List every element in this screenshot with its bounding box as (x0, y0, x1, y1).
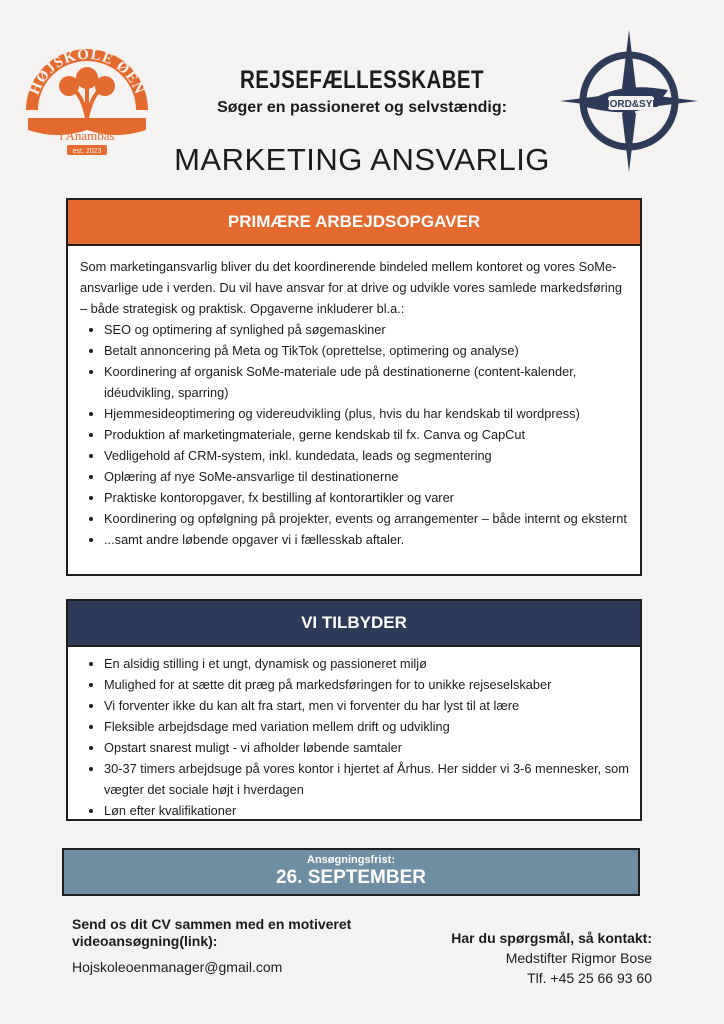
list-item: • Fleksible arbejdsdage med variation mellem drift og udvikling (104, 716, 632, 737)
list-item: • En alsidig stilling i et ungt, dynamisk og passioneret miljø (104, 653, 632, 674)
apply-instructions: Send os dit CV sammen med en motiveret videoansøgning(link): (72, 916, 352, 949)
list-item: • Mulighed for at sætte dit præg på markedsføringen for to unikke rejseselskaber (104, 674, 632, 695)
hojskole-logo-est: est. 2023 (72, 148, 102, 155)
contact-question: Har du spørgsmål, så kontakt: (451, 930, 652, 946)
list-item: • Vedligehold af CRM-system, inkl. kundedata, leads og segmentering (104, 445, 632, 466)
tasks-list (68, 319, 640, 550)
seeking-subtitle: Søger en passioneret og selvstændig: (217, 99, 507, 116)
tasks-intro: Som marketingansvarlig bliver du det koordinerende bindeled mellem kontoret og vores SoMe-ansvarlige ude i verden. Du vil have ansvar for at drive og udvikle vores samlede markedsføring – både strategisk og praktisk. Opgaverne inkluderer bl.a.: (80, 259, 622, 316)
job-title: MARKETING ANSVARLIG (174, 142, 550, 177)
list-item: • Hjemmesideoptimering og videreudvikling (plus, hvis du har kendskab til wordpress) (104, 403, 632, 424)
list-item: • Oplæring af nye SoMe-ansvarlige til destinationerne (104, 466, 632, 487)
hojskole-logo-name: HØJSKOLE ØEN (26, 46, 148, 98)
list-item: • Opstart snarest muligt - vi afholder løbende samtaler (104, 737, 632, 758)
apply-email[interactable]: Hojskoleoenmanager@gmail.com (72, 959, 283, 975)
list-item: • Produktion af marketingmateriale, gerne kendskab til fx. Canva og CapCut (104, 424, 632, 445)
list-item: • Løn efter kvalifikationer (104, 800, 632, 821)
list-item: • SEO og optimering af synlighed på søgemaskiner (104, 319, 632, 340)
nord-syd-logo-name: NORD&SYD (602, 99, 660, 110)
offer-list (68, 647, 640, 821)
list-item: • Betalt annoncering på Meta og TikTok (oprettelse, optimering og analyse) (104, 340, 632, 361)
contact-person: Medstifter Rigmor Bose (505, 950, 652, 966)
list-item: • Koordinering af organisk SoMe-materiale ude på destinationerne (content-kalender, idéudvikling, sparring) (104, 361, 632, 403)
list-item: • Praktiske kontoropgaver, fx bestilling af kontorartikler og varer (104, 487, 632, 508)
tasks-section-title: PRIMÆRE ARBEJDSOPGAVER (68, 200, 640, 246)
deadline-date: 26. SEPTEMBER (276, 867, 426, 888)
list-item: • Koordinering og opfølgning på projekter, events og arrangementer – både internt og eksternt (104, 508, 632, 529)
contact-block (451, 928, 652, 988)
deadline-banner (62, 848, 640, 896)
contact-phone[interactable]: Tlf. +45 25 66 93 60 (527, 970, 652, 986)
offer-section (66, 599, 642, 821)
list-item: • Vi forventer ikke du kan alt fra start, men vi forventer du har lyst til at lære (104, 695, 632, 716)
tasks-section (66, 198, 642, 576)
list-item: • 30-37 timers arbejdsuge på vores kontor i hjertet af Århus. Her sidder vi 3-6 mennesker, som vægter det sociale højt i hverdagen (104, 758, 632, 800)
organization-title: REJSEFÆLLESSKABET (240, 66, 484, 94)
offer-section-title: VI TILBYDER (68, 601, 640, 647)
list-item: • ...samt andre løbende opgaver vi i fællesskab aftaler. (104, 529, 632, 550)
hojskole-logo-sub: i Anambas (59, 128, 115, 143)
deadline-label: Ansøgningsfrist: (307, 854, 395, 866)
